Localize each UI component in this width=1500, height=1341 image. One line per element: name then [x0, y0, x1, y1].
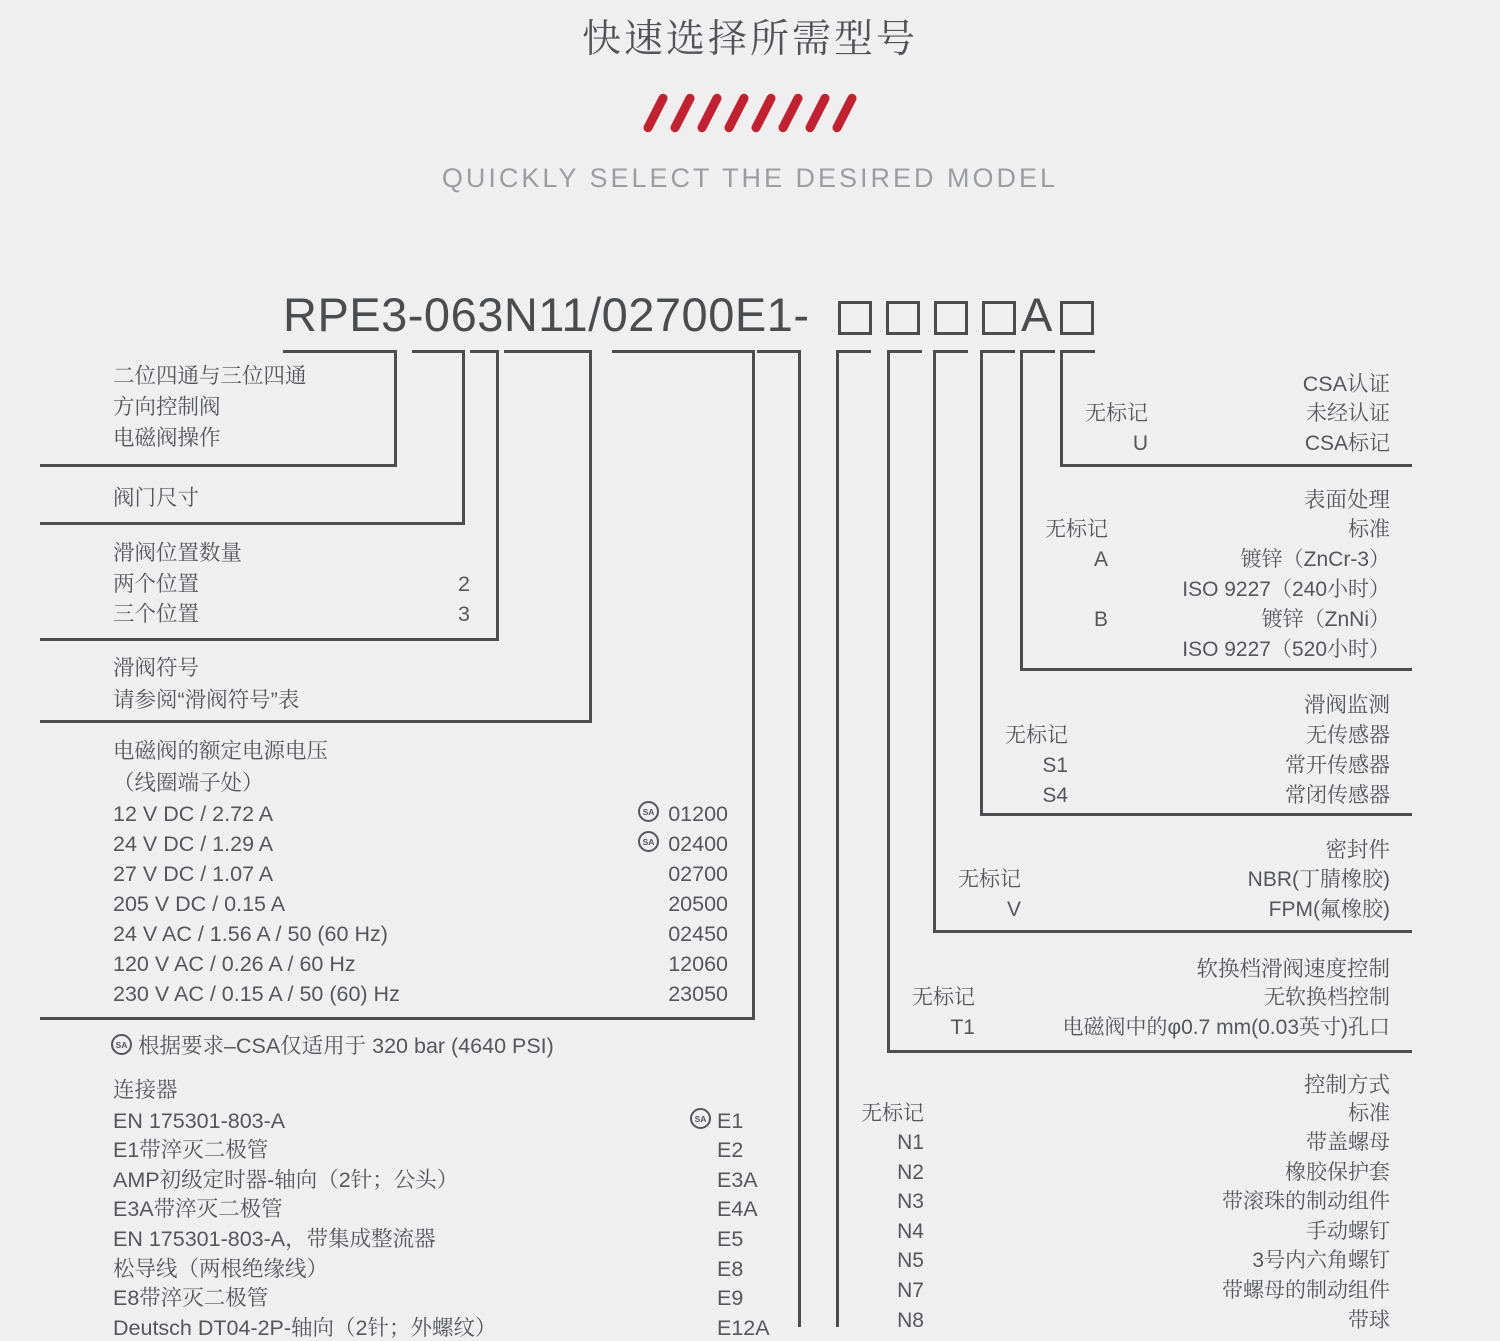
slash-icon	[831, 92, 858, 134]
csa-note-text: 根据要求–CSA仅适用于 320 bar (4640 PSI)	[138, 1034, 554, 1058]
branch-line	[798, 350, 801, 1327]
branch-line	[1020, 668, 1412, 671]
spool-positions-title: 滑阀位置数量	[113, 541, 243, 565]
branch-line	[1060, 464, 1412, 467]
option-label: E1带淬灭二极管	[113, 1138, 269, 1162]
branch-line	[980, 813, 1412, 816]
option-code: V	[1006, 898, 1021, 921]
branch-line	[836, 350, 871, 353]
surface-row	[1020, 517, 1412, 543]
option-code: 02450	[668, 922, 728, 946]
option-label: 镀锌（ZnCr-3）	[1240, 548, 1390, 571]
slash-icon	[750, 92, 777, 134]
red-slashes-decoration	[642, 92, 858, 134]
monitoring-title: 滑阀监测	[1303, 693, 1390, 717]
option-label: 230 V AC / 0.15 A / 50 (60) Hz	[113, 982, 400, 1006]
option-label: EN 175301-803-A	[113, 1109, 286, 1133]
option-code: N4	[897, 1220, 924, 1243]
monitoring-row	[980, 753, 1412, 779]
option-code: 01200	[668, 802, 728, 826]
option-code: 23050	[668, 982, 728, 1006]
option-label: 镀锌（ZnNi）	[1261, 608, 1390, 631]
spool-symbol-subtitle: 请参阅“滑阀符号”表	[113, 688, 300, 712]
branch-line	[40, 1017, 755, 1020]
option-code: 无标记	[1005, 724, 1068, 747]
csa-icon: SA	[638, 831, 659, 852]
valve-size-title: 阀门尺寸	[113, 486, 200, 510]
option-label: 24 V DC / 1.29 A	[113, 832, 274, 856]
option-code: A	[1093, 548, 1108, 571]
soft-shift-row	[887, 1015, 1412, 1041]
slash-icon	[696, 92, 723, 134]
option-label: 带螺母的制动组件	[1222, 1279, 1390, 1302]
surface-row	[1020, 637, 1412, 663]
option-code: B	[1093, 608, 1108, 631]
option-code: E1	[717, 1109, 744, 1133]
option-label: E3A带淬灭二极管	[113, 1197, 283, 1221]
option-code: 无标记	[1085, 402, 1148, 425]
option-label: 常闭传感器	[1285, 784, 1390, 807]
option-code: 02700	[668, 862, 728, 886]
branch-line	[496, 350, 499, 638]
option-code: T1	[950, 1016, 975, 1039]
branch-line	[40, 464, 397, 467]
branch-line	[504, 350, 589, 353]
monitoring-row	[980, 723, 1412, 749]
option-label: 205 V DC / 0.15 A	[113, 892, 286, 916]
branch-line	[612, 350, 752, 353]
option-code: N7	[897, 1279, 924, 1302]
option-label: 120 V AC / 0.26 A / 60 Hz	[113, 952, 356, 976]
control-row	[836, 1189, 1412, 1215]
branch-line	[933, 350, 936, 930]
control-row	[836, 1101, 1412, 1127]
code-blank-box-5	[1060, 301, 1094, 335]
option-code: E5	[717, 1227, 744, 1251]
csa-icon: SA	[638, 801, 659, 822]
option-code: 无标记	[912, 986, 975, 1009]
slash-icon	[777, 92, 804, 134]
option-label: EN 175301-803-A，带集成整流器	[113, 1227, 436, 1251]
option-code: 无标记	[1045, 518, 1108, 541]
option-label: 电磁阀中的φ0.7 mm(0.03英寸)孔口	[1062, 1016, 1390, 1039]
option-code: E3A	[717, 1168, 758, 1192]
option-label: 3号内六角螺钉	[1252, 1249, 1390, 1272]
option-code: N8	[897, 1309, 924, 1332]
option-label: CSA标记	[1304, 432, 1390, 455]
option-label: 无传感器	[1306, 724, 1390, 747]
soft-shift-row	[887, 985, 1412, 1011]
option-label: 12 V DC / 2.72 A	[113, 802, 274, 826]
branch-line	[887, 1050, 1412, 1053]
option-label: 带球	[1348, 1309, 1390, 1332]
branch-line	[40, 638, 499, 641]
code-blank-box-4	[982, 301, 1016, 335]
spool-symbol-title: 滑阀符号	[113, 656, 200, 680]
slash-icon	[723, 92, 750, 134]
option-label: 27 V DC / 1.07 A	[113, 862, 274, 886]
option-code: S1	[1042, 754, 1068, 777]
branch-line	[887, 350, 890, 1050]
option-code: N5	[897, 1249, 924, 1272]
option-label: 24 V AC / 1.56 A / 50 (60 Hz)	[113, 922, 388, 946]
voltage-subtitle: （线圈端子处）	[113, 771, 264, 795]
option-code: U	[1132, 432, 1148, 455]
branch-line	[589, 350, 592, 720]
csa-cert-row	[1060, 431, 1412, 457]
code-blank-box-3	[934, 301, 968, 335]
control-row	[836, 1278, 1412, 1304]
option-label: 手动螺钉	[1306, 1220, 1390, 1243]
control-row	[836, 1160, 1412, 1186]
surface-title: 表面处理	[1303, 488, 1390, 512]
option-code: N2	[897, 1161, 924, 1184]
slash-icon	[669, 92, 696, 134]
option-code: 无标记	[861, 1102, 924, 1125]
branch-line	[40, 522, 465, 525]
valve-type-line3: 电磁阀操作	[113, 426, 221, 450]
slash-icon	[642, 92, 669, 134]
csa-icon: SA	[111, 1034, 132, 1055]
control-row	[836, 1248, 1412, 1274]
connector-title: 连接器	[113, 1078, 178, 1102]
valve-type-line2: 方向控制阀	[113, 395, 221, 419]
surface-row	[1020, 577, 1412, 603]
branch-line	[1020, 350, 1055, 353]
branch-line	[470, 350, 496, 353]
option-label: 带滚珠的制动组件	[1222, 1190, 1390, 1213]
option-code: S4	[1042, 784, 1068, 807]
option-label: FPM(氟橡胶)	[1268, 898, 1390, 921]
option-label: 松导线（两根绝缘线）	[113, 1257, 329, 1281]
soft-shift-title: 软换档滑阀速度控制	[1196, 957, 1390, 981]
csa-icon: SA	[690, 1108, 711, 1129]
control-row	[836, 1308, 1412, 1334]
option-label: AMP初级定时器-轴向（2针；公头）	[113, 1168, 459, 1192]
option-code: 12060	[668, 952, 728, 976]
option-label: Deutsch DT04-2P-轴向（2针；外螺纹）	[113, 1316, 497, 1340]
csa-note	[111, 1029, 554, 1060]
option-label: E8带淬灭二极管	[113, 1286, 269, 1310]
option-label: ISO 9227（240小时）	[1182, 578, 1390, 601]
option-label: ISO 9227（520小时）	[1182, 638, 1390, 661]
branch-line	[980, 350, 1015, 353]
branch-line	[933, 930, 1412, 933]
branch-line	[412, 350, 462, 353]
option-code: E4A	[717, 1197, 758, 1221]
csa-cert-row	[1060, 401, 1412, 427]
option-code: 20500	[668, 892, 728, 916]
option-label: 标准	[1348, 1102, 1390, 1125]
model-code-fixed-letter: A	[1021, 288, 1053, 341]
option-label: NBR(丁腈橡胶)	[1247, 868, 1390, 891]
option-label: 无软换档控制	[1264, 986, 1390, 1009]
surface-row	[1020, 547, 1412, 573]
branch-line	[462, 350, 465, 522]
monitoring-row	[980, 783, 1412, 809]
model-code-prefix: RPE3-063N11/02700E1-	[283, 288, 810, 341]
valve-type-line1: 二位四通与三位四通	[113, 364, 307, 388]
option-code: 无标记	[958, 868, 1021, 891]
surface-row	[1020, 607, 1412, 633]
branch-line	[757, 350, 798, 353]
branch-line	[933, 350, 968, 353]
branch-line	[1060, 350, 1095, 353]
option-code: E9	[717, 1286, 744, 1310]
option-code: 2	[458, 572, 470, 596]
control-row	[836, 1130, 1412, 1156]
option-label: 两个位置	[113, 572, 200, 596]
seals-title: 密封件	[1325, 838, 1390, 862]
branch-line	[887, 350, 922, 353]
option-code: N3	[897, 1190, 924, 1213]
option-code: E8	[717, 1257, 744, 1281]
page-title: 快速选择所需型号	[581, 18, 918, 61]
seals-row	[933, 867, 1412, 893]
slash-icon	[804, 92, 831, 134]
option-code: 3	[458, 602, 470, 626]
control-row	[836, 1219, 1412, 1245]
option-code: E12A	[717, 1316, 770, 1340]
option-label: 常开传感器	[1285, 754, 1390, 777]
branch-line	[40, 720, 592, 723]
page-subtitle: QUICKLY SELECT THE DESIRED MODEL	[441, 163, 1059, 193]
branch-line	[752, 350, 755, 1017]
code-blank-box-2	[886, 301, 920, 335]
option-code: 02400	[668, 832, 728, 856]
option-label: 未经认证	[1306, 402, 1390, 425]
option-label: 三个位置	[113, 602, 200, 626]
control-title: 控制方式	[1303, 1073, 1390, 1097]
option-label: 标准	[1348, 518, 1390, 541]
option-label: 带盖螺母	[1306, 1131, 1390, 1154]
csa-cert-title: CSA认证	[1302, 372, 1390, 396]
option-label: 橡胶保护套	[1285, 1161, 1390, 1184]
branch-line	[394, 350, 397, 464]
seals-row	[933, 897, 1412, 923]
voltage-title: 电磁阀的额定电源电压	[113, 739, 329, 763]
code-blank-box-1	[838, 301, 872, 335]
branch-line	[283, 350, 394, 353]
option-code: E2	[717, 1138, 744, 1162]
option-code: N1	[897, 1131, 924, 1154]
